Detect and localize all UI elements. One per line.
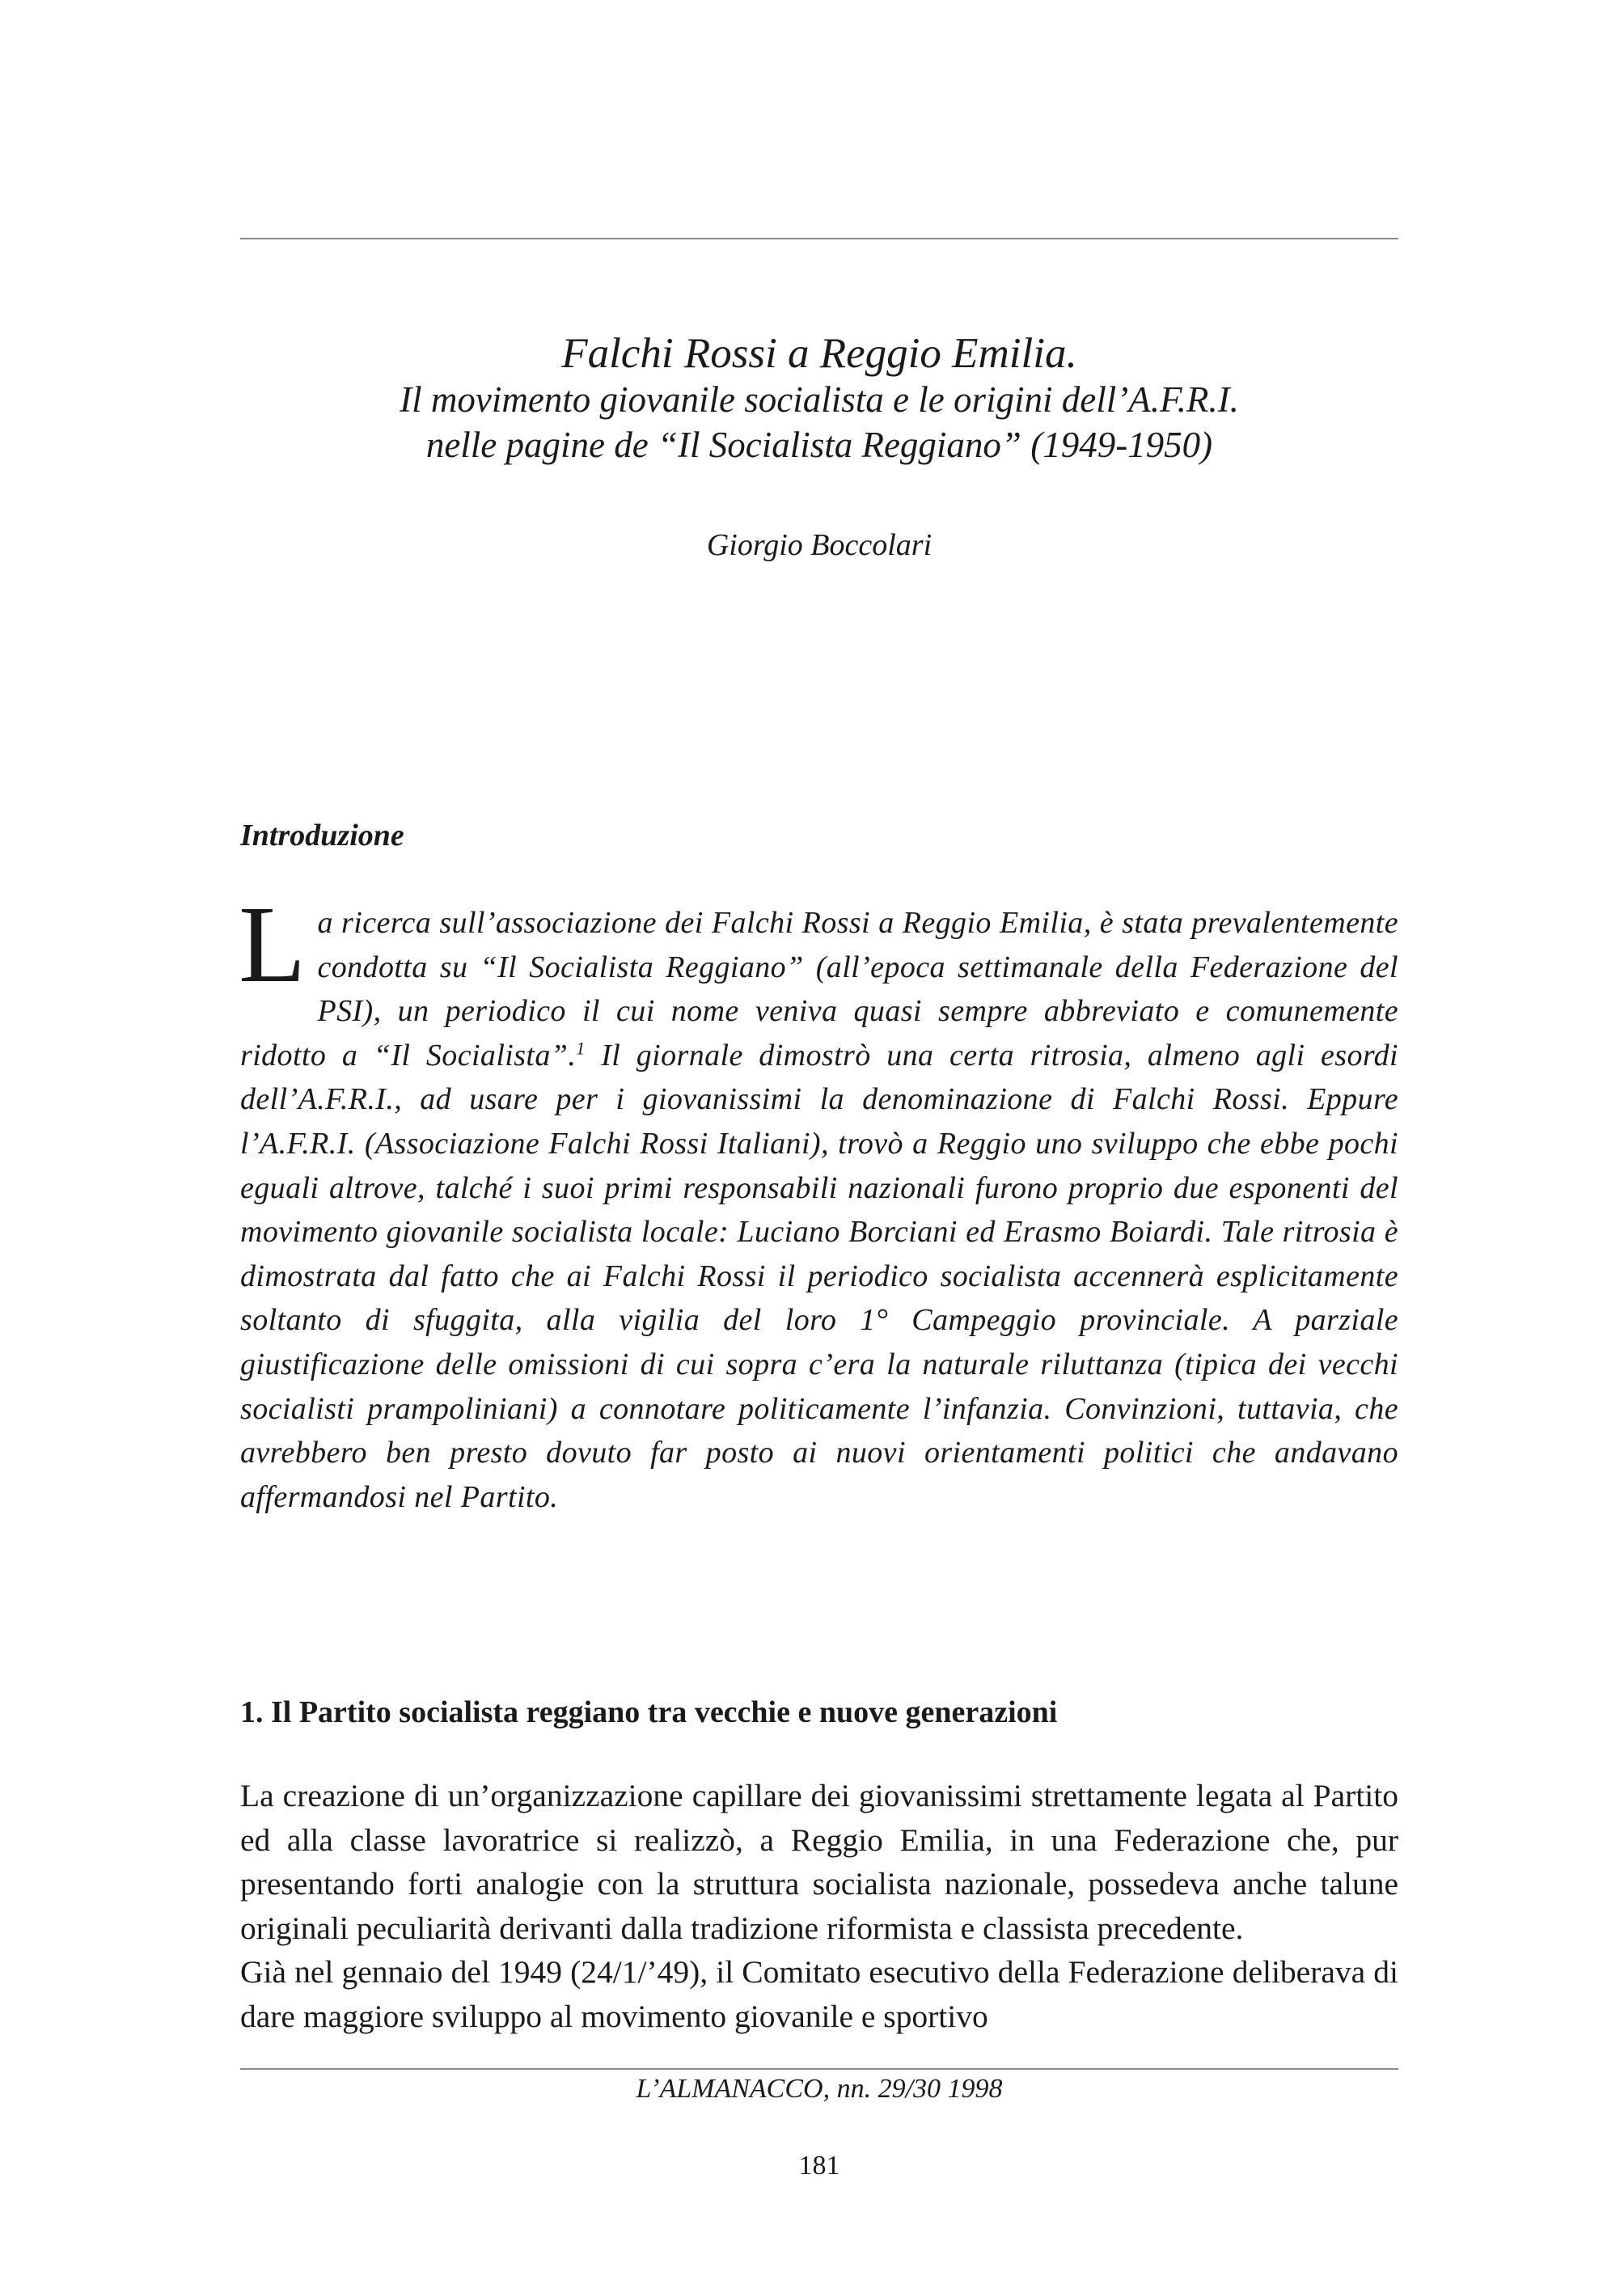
title-subtitle-line-1: Il movimento giovanile socialista e le origini dell’A.F.R.I. <box>400 379 1239 420</box>
footer-rule <box>240 2068 1398 2070</box>
article-title <box>240 330 1398 467</box>
author-name: Giorgio Boccolari <box>706 528 933 562</box>
top-rule <box>240 238 1398 239</box>
title-subtitle-line-2: nelle pagine de “Il Socialista Reggiano” (1949-1950) <box>425 425 1213 465</box>
drop-cap: L <box>239 884 307 1005</box>
intro-paragraph <box>239 884 1398 1519</box>
intro-heading: Introduzione <box>240 819 404 852</box>
body-paragraph: Già nel gennaio del 1949 (24/1/’49), il Comitato esecutivo della Federazione deliberava di dare maggiore sviluppo al movimento giovanile e sportivo <box>240 1954 1398 2034</box>
intro-text-part-1: a ricerca sull’associazione dei Falchi Rossi a Reggio Emilia, è stata prevalentemente condotta su “Il Socialista Reggiano” (all’epoca settimanale della Federazione del PSI), un periodico il cui nome veniva quasi sempre abbreviato e comunemente ridotto a “Il Socialista”. <box>240 906 1398 1072</box>
section-1-body <box>240 1774 1398 2039</box>
footnote-ref[interactable]: 1 <box>576 1038 586 1059</box>
journal-citation: L’ALMANACCO, nn. 29/30 1998 <box>636 2074 1003 2104</box>
section-1-heading: 1. Il Partito socialista reggiano tra vecchie e nuove generazioni <box>240 1695 1058 1729</box>
title-main: Falchi Rossi a Reggio Emilia. <box>561 330 1077 377</box>
page-number: 181 <box>798 2151 840 2181</box>
intro-text-part-2: Il giornale dimostrò una certa ritrosia, almeno agli esordi dell’A.F.R.I., ad usare per i giovanissimi la denominazione di Falchi Rossi. Eppure l’A.F.R.I. (Associazione Falchi Rossi Italiani), trovò a Reggio uno sviluppo che ebbe pochi eguali altrove, talché i suoi primi responsabili nazionali furono proprio due esponenti del movimento giovanile socialista locale: Luciano Borciani ed Erasmo Boiardi. Tale ritrosia è dimostrata dal fatto che ai Falchi Rossi il periodico socialista accennerà esplicitamente soltanto di sfuggita, alla vigilia del loro 1° Campeggio provinciale. A parziale giustificazione delle omissioni di cui sopra c’era la naturale riluttanza (tipica dei vecchi socialisti prampoliniani) a connotare politicamente l’infanzia. Convinzioni, tuttavia, che avrebbero ben presto dovuto far posto ai nuovi orientamenti politici che andavano affermandosi nel Partito. <box>240 1038 1398 1514</box>
body-paragraph: La creazione di un’organizzazione capillare dei giovanissimi strettamente legata al Partito ed alla classe lavoratrice si realizzò, a Reggio Emilia, in una Federazione che, pur presentando forti analogie con la struttura socialista nazionale, possedeva anche talune originali peculiarità derivanti dalla tradizione riformista e classista precedente. <box>240 1778 1398 1946</box>
